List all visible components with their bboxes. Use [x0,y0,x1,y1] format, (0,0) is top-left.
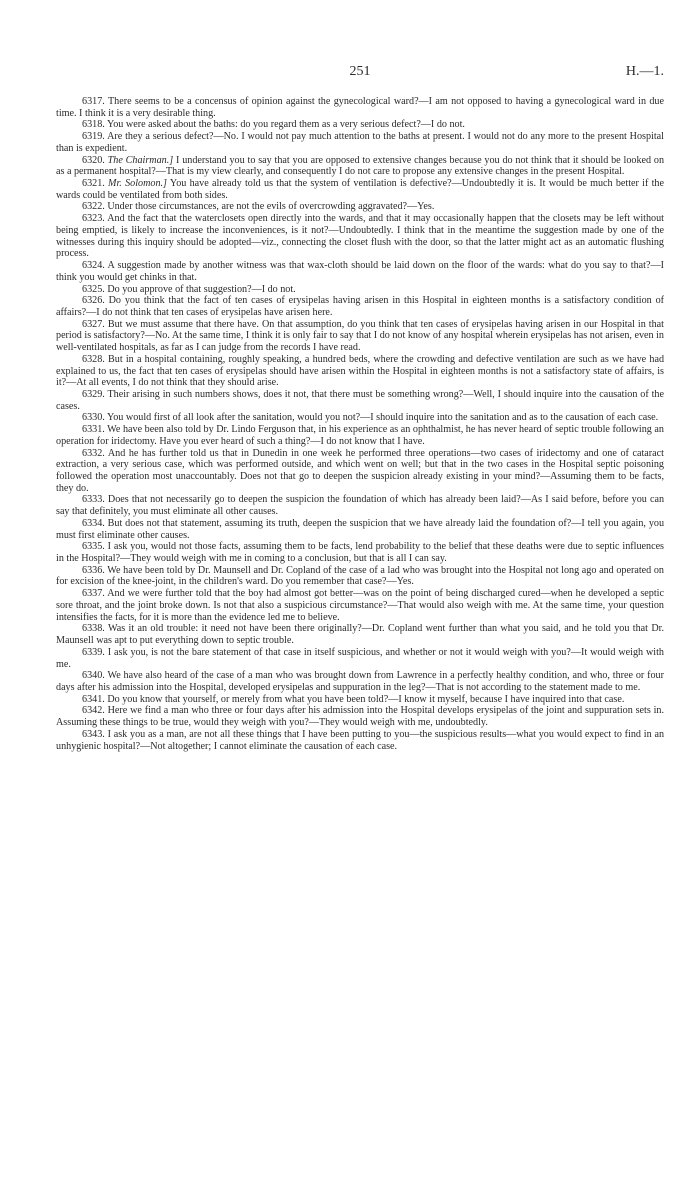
question-number: 6340. [82,670,105,682]
testimony-paragraph [56,260,664,283]
testimony-paragraph [56,389,664,412]
testimony-paragraph [56,96,664,119]
question-number: 6342. [82,705,105,717]
question-number: 6329. [82,388,105,400]
question-number: 6317. [82,96,105,107]
testimony-paragraph [56,588,664,623]
testimony-paragraph [56,424,664,447]
testimony-paragraph [56,178,664,201]
question-answer-text: Was it an old trouble: it need not have been there originally?—Dr. Copland went further than what you said, and he told you that Dr. Maunsell was apt to put everything down to septic trouble. [56,623,664,647]
question-number: 6333. [82,494,105,506]
question-number: 6319. [82,131,105,143]
question-answer-text: Are they a serious defect?—No. I would not pay much attention to the baths at present. I would not do any more to the present Hospital than is expedient. [56,131,664,154]
question-answer-text: I ask you, would not those facts, assuming them to be facts, lend probability to the belief that these deaths were due to septic influences in the Hospital?—They would weigh with me in coming to a conclusion, but that is all I can say. [56,541,664,565]
testimony-paragraph [56,729,664,752]
testimony-paragraph [56,670,664,693]
question-number: 6330. [82,412,105,424]
question-number: 6334. [82,517,105,529]
question-answer-text: Do you think that the fact of ten cases of erysipelas having arisen in this Hospital in eighteen months is a satisfactory condition of affairs?—I do not think that ten cases of erysipelas have arisen here. [56,295,665,318]
question-number: 6320. [82,154,105,166]
testimony-paragraph [56,518,664,541]
testimony-paragraph [56,494,664,517]
question-number: 6324. [82,260,105,272]
question-answer-text: But we must assume that there have. On that assumption, do you think that ten cases of erysipelas having arisen in our Hospital in that period is satisfactory?—No. At the same time, I think it is only fair to say that I do not know of any hospital wherein erysipelas has not arisen, even in well-ventilated hospitals, as far as I can judge from the records I have read. [56,318,664,354]
question-number: 6341. [82,693,105,705]
speaker-name: Mr. Solomon.] [108,178,167,190]
testimony-paragraph [56,295,664,318]
question-number: 6328. [82,353,105,365]
testimony-paragraph [56,623,664,646]
question-answer-text: I understand you to say that you are opposed to extensive changes because you do not think that it should be looked on as a permanent hospital?—That is my view clearly, and consequently I do not care to propose any extensive changes in the present Hospital. [56,154,665,178]
testimony-paragraph [56,131,664,154]
testimony-paragraph [56,694,664,706]
testimony-paragraph [56,705,664,728]
question-answer-text: We have also heard of the case of a man who was brought down from Lawrence in a perfectly healthy condition, and who, three or four days after his admission into the Hospital, developed erysipelas and suppuration in the leg?—That is not according to the statement made to me. [56,670,664,693]
question-answer-text: You were asked about the baths: do you regard them as a very serious defect?—I do not. [106,119,465,131]
speaker-name: The Chairman.] [107,154,174,166]
question-answer-text: Their arising in such numbers shows, does it not, that there must be something wrong?—Well, I should inquire into the causation of the cases. [56,388,664,412]
page-header [56,64,664,82]
testimony-paragraph [56,354,664,389]
question-number: 6343. [82,728,105,740]
question-number: 6339. [82,646,105,658]
question-number: 6331. [82,424,105,436]
testimony-paragraph [56,448,664,495]
question-number: 6322. [82,201,105,213]
question-number: 6321. [82,178,105,190]
question-answer-text: I ask you as a man, are not all these things that I have been putting to you—the suspicious results—what you would expect to find in an unhygienic hospital?—Not altogether; I cannot eliminate the causation of each case. [56,728,665,752]
testimony-paragraph [56,647,664,670]
question-number: 6326. [82,295,105,307]
question-answer-text: And we were further told that the boy had almost got better—was on the point of being discharged cured—when he developed a septic sore throat, and the joint broke down. Is not that also a suspicious circumstance?—That would also weigh with me. At the same time, your question intensifies the facts, for it is more than the evidence led me to believe. [56,588,664,623]
question-answer-text: Do you know that yourself, or merely from what you have been told?—I know it myself, because I have inquired into that case. [107,693,625,705]
question-answer-text: You would first of all look after the sanitation, would you not?—I should inquire into the sanitation and as to the causation of each case. [106,412,659,424]
question-number: 6335. [82,541,105,553]
testimony-paragraph [56,412,664,424]
testimony-paragraph [56,541,664,564]
testimony-body [56,96,664,752]
question-answer-text: And he has further told us that in Dunedin in one week he performed three operations—two cases of iridectomy and one of cataract extraction, a very serious case, which was performed outside, and which went on well; but that in the two cases in the Hospital septic poisoning followed the operation most unaccountably. Does not that go to deepen the suspicion already existing in your mind?—Assuming them to be facts, they do. [56,447,664,494]
question-answer-text: A suggestion made by another witness was that wax-cloth should be laid down on the floor of the wards: what do you say to that?—I think you would get chinks in that. [56,260,664,283]
question-answer-text: Here we find a man who three or four days after his admission into the Hospital develops erysipelas of the joint and suppuration sets in. Assuming these things to be true, would they weigh with you?—They would weigh with me, undoubtedly. [56,705,665,729]
question-number: 6318. [82,119,105,131]
question-answer-text: But does not that statement, assuming its truth, deepen the suspicion that we have already laid the foundation of?—I tell you again, you must first eliminate other causes. [56,517,665,541]
question-number: 6323. [82,213,105,225]
question-answer-text: We have been also told by Dr. Lindo Ferguson that, in his experience as an ophthalmist, he has never heard of septic trouble following an operation for iridectomy. Have you ever heard of such a thing?—I do not know that I have. [56,424,664,447]
sheet-reference: H.—1. [625,64,664,79]
question-answer-text: Does that not necessarily go to deepen the suspicion the foundation of which has already been laid?—As I said before, before you can say that definitely, you must eliminate all other causes. [56,494,665,518]
question-answer-text: But in a hospital containing, roughly speaking, a hundred beds, where the crowding and defective ventilation are such as we have had explained to us, the fact that ten cases of erysipelas should have arisen within the Hospital in eighteen months is not a satisfactory state of affairs, is it?—At all events, I do not think that they should arise. [56,353,665,389]
question-answer-text: I ask you, is not the bare statement of that case in itself suspicious, and whether or not it would weigh with you?—It would weigh with me. [56,646,664,670]
question-number: 6336. [82,564,105,576]
question-number: 6327. [82,318,105,330]
testimony-paragraph [56,119,664,131]
question-number: 6338. [82,623,105,635]
question-number: 6325. [82,283,105,295]
question-answer-text: You have already told us that the system of ventilation is defective?—Undoubtedly it is. It would be much better if the wards could be ventilated from both sides. [56,178,664,201]
question-number: 6332. [82,447,105,459]
testimony-paragraph [56,201,664,213]
testimony-paragraph [56,319,664,354]
testimony-paragraph [56,155,664,178]
question-answer-text: Do you approve of that suggestion?—I do not. [107,283,296,295]
testimony-paragraph [56,284,664,296]
question-answer-text: And the fact that the waterclosets open directly into the wards, and that it may occasionally happen that the closets may be left without being emptied, is likely to increase the inconveniences, is it not?—Undoubtedly. I think that in the meantime the suggestion made by one of the witnesses during this inquiry should be adopted—viz., connecting the closet flush with the door, so that the latter might act as an automatic flushing process. [56,213,664,260]
testimony-paragraph [56,213,664,260]
question-answer-text: Under those circumstances, are not the evils of overcrowding aggravated?—Yes. [107,201,435,213]
question-number: 6337. [82,588,105,600]
question-answer-text: We have been told by Dr. Maunsell and Dr. Copland of the case of a lad who was brought into the Hospital not long ago and operated on for excision of the knee-joint, in the children's ward. Do you remember that case?—Yes. [56,564,664,588]
question-answer-text: There seems to be a concensus of opinion against the gynecological ward?—I am not opposed to having a gynecological ward in due time. I think it is a very desirable thing. [56,96,664,119]
page-number: 251 [349,64,371,79]
testimony-paragraph [56,565,664,588]
